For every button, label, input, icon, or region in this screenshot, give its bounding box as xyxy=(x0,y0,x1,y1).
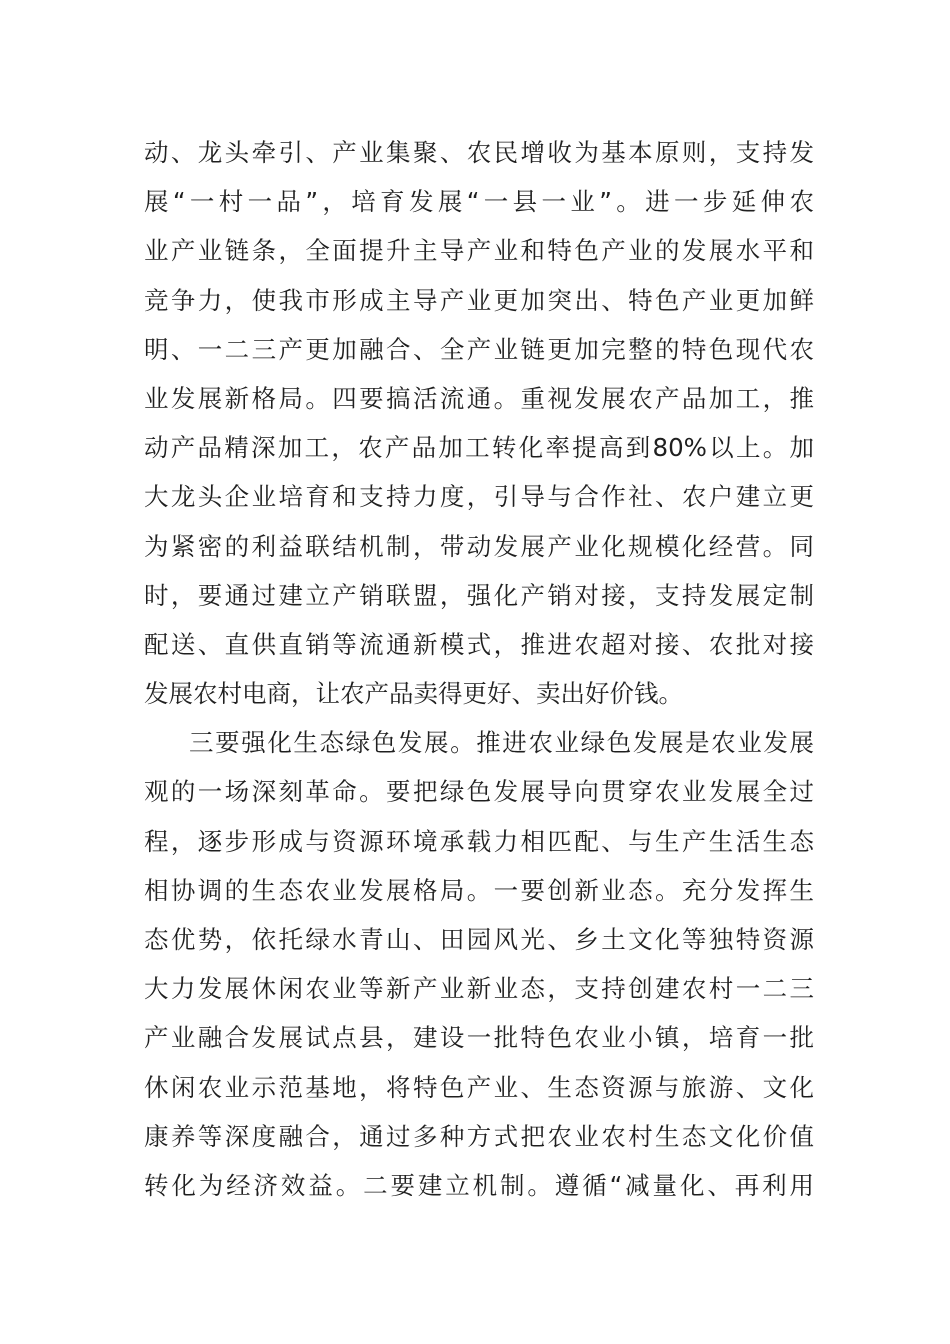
text-line: 休闲农业示范基地，将特色产业、生态资源与旅游、文化 xyxy=(144,1072,814,1102)
text-line: 转化为经济效益。二要建立机制。遵循“减量化、再利用 xyxy=(144,1170,814,1200)
text-line: 为紧密的利益联结机制，带动发展产业化规模化经营。同 xyxy=(144,531,814,561)
document-body xyxy=(144,128,814,1210)
text-line: 竞争力，使我市形成主导产业更加突出、特色产业更加鲜 xyxy=(144,285,814,315)
text-line: 明、一二三产更加融合、全产业链更加完整的特色现代农 xyxy=(144,334,814,364)
text-line: 展“一村一品”，培育发展“一县一业”。进一步延伸农 xyxy=(144,187,814,217)
text-line: 相协调的生态农业发展格局。一要创新业态。充分发挥生 xyxy=(144,875,814,905)
text-line: 三要强化生态绿色发展。推进农业绿色发展是农业发展 xyxy=(189,728,814,758)
text-line: 动产品精深加工，农产品加工转化率提高到80%以上。加 xyxy=(144,433,814,463)
paragraph-2 xyxy=(144,718,814,1210)
text-line: 时，要通过建立产销联盟，强化产销对接，支持发展定制 xyxy=(144,580,814,610)
text-line: 配送、直供直销等流通新模式，推进农超对接、农批对接 xyxy=(144,629,814,659)
paragraph-1 xyxy=(144,128,814,718)
text-line: 康养等深度融合，通过多种方式把农业农村生态文化价值 xyxy=(144,1121,814,1151)
text-line: 产业融合发展试点县，建设一批特色农业小镇，培育一批 xyxy=(144,1023,814,1053)
text-line: 大龙头企业培育和支持力度，引导与合作社、农户建立更 xyxy=(144,482,814,512)
text-line: 程，逐步形成与资源环境承载力相匹配、与生产生活生态 xyxy=(144,826,814,856)
text-line: 观的一场深刻革命。要把绿色发展导向贯穿农业发展全过 xyxy=(144,777,814,807)
text-line: 大力发展休闲农业等新产业新业态，支持创建农村一二三 xyxy=(144,974,814,1004)
text-line: 动、龙头牵引、产业集聚、农民增收为基本原则，支持发 xyxy=(144,138,814,167)
text-line: 业产业链条，全面提升主导产业和特色产业的发展水平和 xyxy=(144,236,814,266)
text-line: 态优势，依托绿水青山、田园风光、乡土文化等独特资源 xyxy=(144,925,814,954)
text-line: 发展农村电商，让农产品卖得更好、卖出好价钱。 xyxy=(144,679,683,709)
text-line: 业发展新格局。四要搞活流通。重视发展农产品加工，推 xyxy=(144,383,814,413)
